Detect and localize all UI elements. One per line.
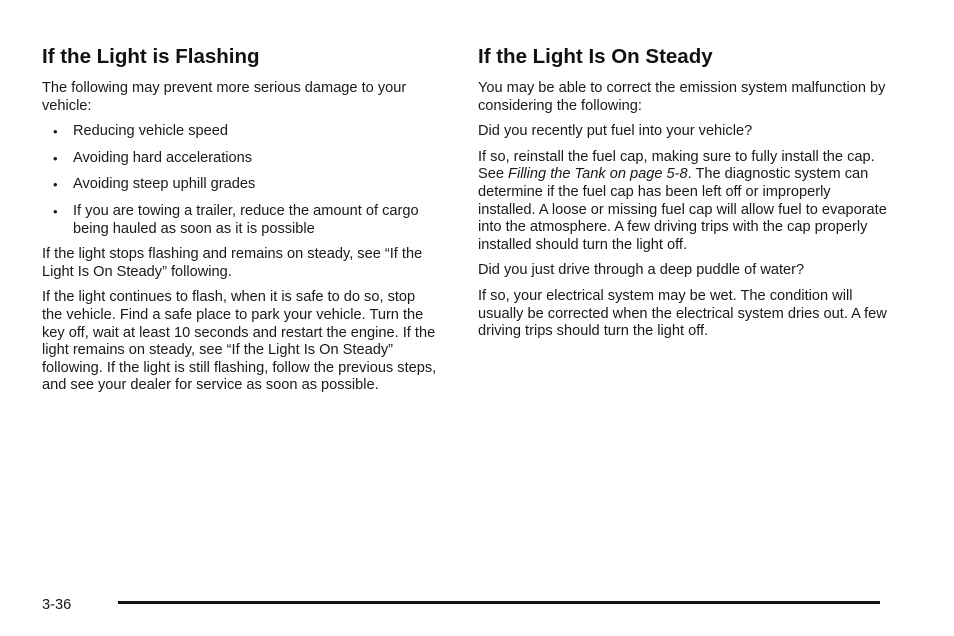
list-item xyxy=(42,176,437,194)
fuel-question-paragraph: Did you recently put fuel into your vehicle? xyxy=(478,123,753,140)
fuel-cap-text-start: If so, reinstall the fuel cap, making sure to fully install the cap. See xyxy=(478,148,875,183)
right-column xyxy=(478,43,888,349)
fuel-cap-paragraph xyxy=(478,149,888,255)
stops-flashing-paragraph: If the light stops flashing and remains on steady, see “If the Light Is On Steady” following. xyxy=(42,246,423,280)
list-item xyxy=(42,203,437,238)
electrical-wet-paragraph: If so, your electrical system may be wet. The condition will usually be corrected when the electrical system dries out. A few driving trips should turn the light off. xyxy=(478,287,887,340)
correct-malfunction-paragraph: You may be able to correct the emission system malfunction by considering the following: xyxy=(478,80,886,114)
bullet-icon: • xyxy=(53,124,58,140)
bullet-icon: • xyxy=(53,203,58,219)
puddle-question-paragraph: Did you just drive through a deep puddle of water? xyxy=(478,262,805,279)
bullet-list xyxy=(42,123,437,238)
section-heading-flashing: If the Light is Flashing xyxy=(42,45,260,68)
fuel-cap-text-end: . The diagnostic system can determine if the fuel cap has been left off or improperly installed. A loose or missing fuel cap will allow fuel to evaporate into the atmosphere. A few driving trips with the cap properly installed should turn the light off. xyxy=(478,166,887,253)
bullet-icon: • xyxy=(53,150,58,166)
section-heading-steady: If the Light Is On Steady xyxy=(478,45,713,68)
continues-flashing-paragraph: If the light continues to flash, when it is safe to do so, stop the vehicle. Find a safe place to park your vehicle. Turn the key off, wait at least 10 seconds and restart the engine. If the light remains on steady, see “If the Light Is On Steady” following. If the light is still flashing, follow the previous steps, and see your dealer for service as soon as possible. xyxy=(42,289,437,394)
intro-paragraph: The following may prevent more serious damage to your vehicle: xyxy=(42,80,407,114)
list-item-text: Avoiding hard accelerations xyxy=(73,149,253,166)
list-item-text: Avoiding steep uphill grades xyxy=(73,176,256,193)
page-number: 3-36 xyxy=(42,597,72,613)
left-column xyxy=(42,43,437,403)
bullet-icon: • xyxy=(53,177,58,193)
list-item-text: If you are towing a trailer, reduce the amount of cargo being hauled as soon as it is possible xyxy=(73,202,419,237)
footer-divider xyxy=(118,601,880,604)
list-item xyxy=(42,123,437,141)
list-item xyxy=(42,150,437,168)
list-item-text: Reducing vehicle speed xyxy=(73,123,228,140)
filling-tank-reference: Filling the Tank on page 5-8 xyxy=(508,166,688,183)
